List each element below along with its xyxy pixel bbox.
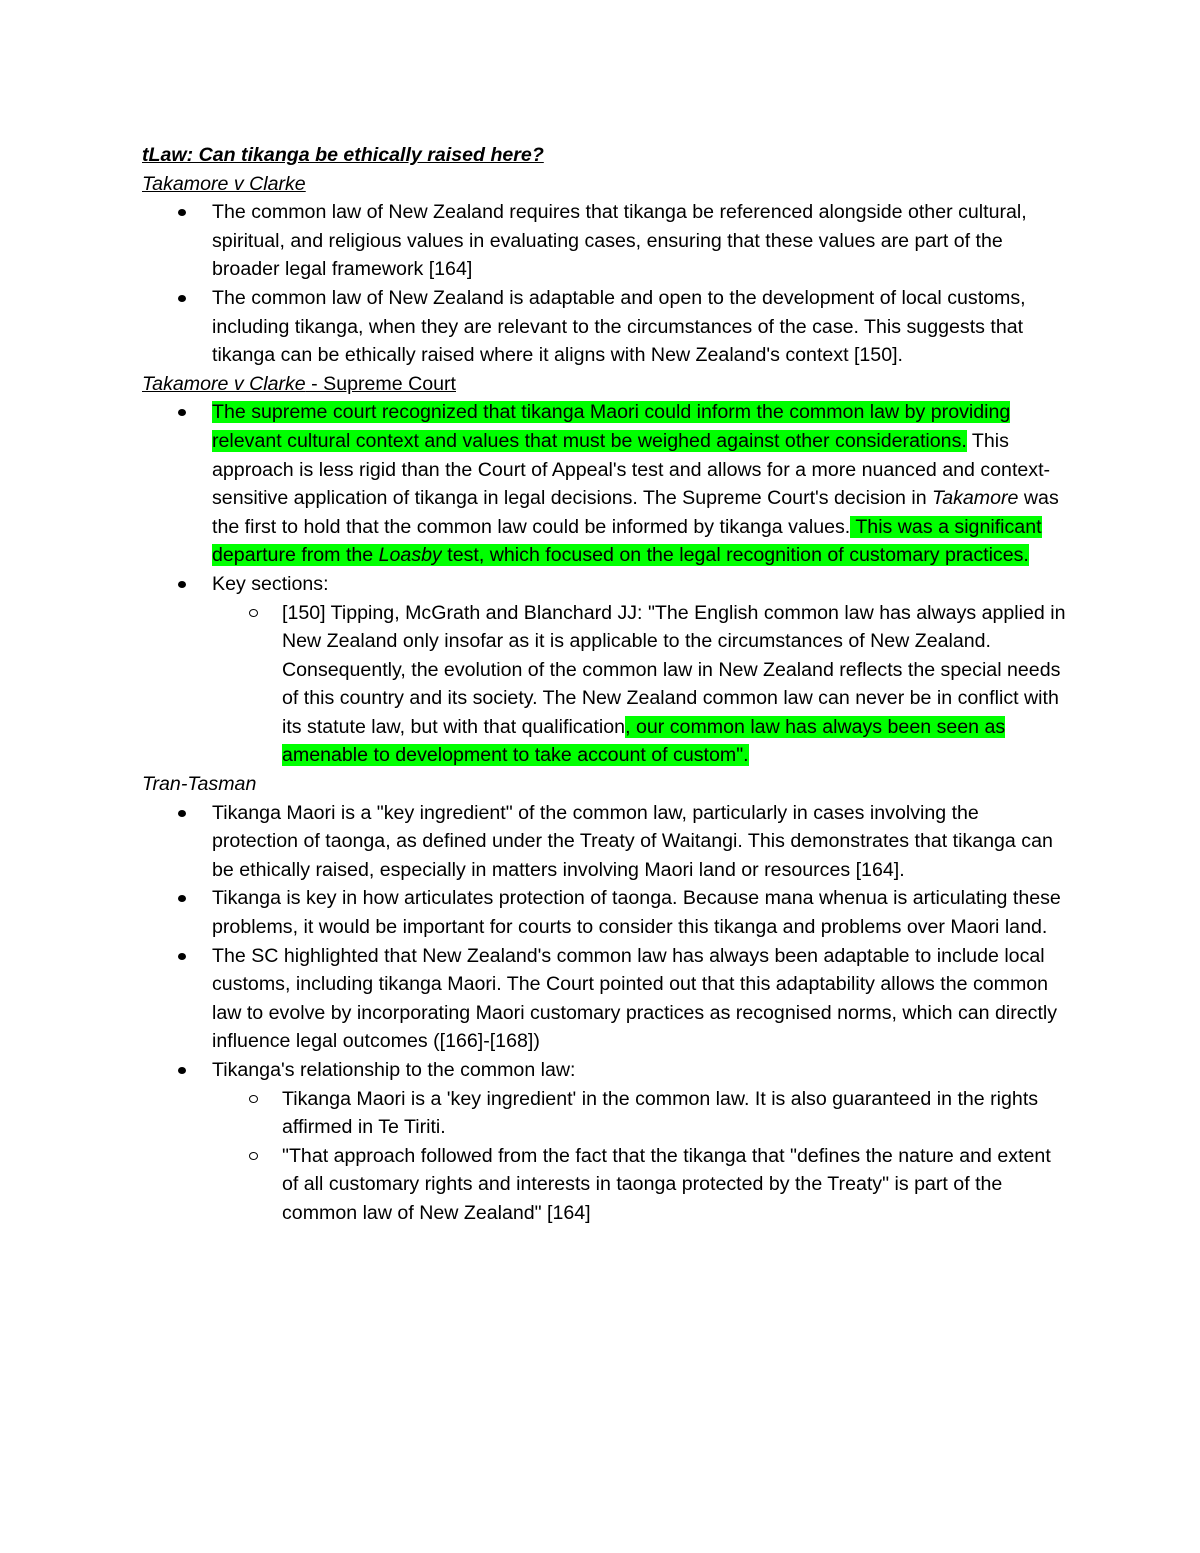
bullet-list (142, 398, 1067, 770)
list-item (142, 398, 1067, 570)
sub-list-item (212, 599, 1067, 771)
document-title: tLaw: Can tikanga be ethically raised here? (142, 144, 544, 166)
document-body (142, 141, 1067, 1228)
list-item: The common law of New Zealand requires that tikanga be referenced alongside other cultural, spiritual, and religious values in evaluating cases, ensuring that these values are part of the broader legal framework [164] (142, 198, 1067, 284)
highlighted-text: This was a significant departure from the (212, 515, 1042, 567)
bullet-list (142, 799, 1067, 1228)
case-name-italic: Takamore (932, 487, 1019, 510)
list-item: Tikanga is key in how articulates protection of taonga. Because mana whenua is articulating these problems, it would be important for courts to consider this tikanga and problems over Maori land. (142, 884, 1067, 941)
bullet-list (142, 198, 1067, 370)
list-item (142, 1056, 1067, 1228)
body-text: Key sections: (212, 572, 329, 595)
body-text: Tikanga's relationship to the common law: (212, 1059, 576, 1081)
section-heading-takamore-sc (142, 370, 1067, 399)
list-item: The common law of New Zealand is adaptable and open to the development of local customs, including tikanga, when they are relevant to the circumstances of the case. This suggests that tikanga can be ethically raised where it aligns with New Zealand's context [150]. (142, 284, 1067, 370)
list-item (142, 570, 1067, 770)
highlighted-case-name: Loasby (378, 544, 442, 567)
heading-court: - Supreme Court (305, 372, 456, 395)
sub-list-item: "That approach followed from the fact that the tikanga that "defines the nature and extent of all customary rights and interests in taonga protected by the Treaty" is part of the common law of New Zealand" [164] (212, 1142, 1067, 1228)
sub-list-item: Tikanga Maori is a 'key ingredient' in the common law. It is also guaranteed in the rights affirmed in Te Tiriti. (212, 1085, 1067, 1142)
body-text: This approach is less rigid than the Court of Appeal's test and allows for a more nuanced and context-sensitive application of tikanga in legal decisions. The Supreme Court's decision in (212, 429, 1051, 510)
highlighted-text: , our common law has always been seen as amenable to development to take account of custom". (282, 715, 1006, 767)
section-heading-tran-tasman: Tran-Tasman (142, 773, 257, 796)
highlighted-text: The supreme court recognized that tikanga Maori could inform the common law by providing relevant cultural context and values that must be weighed against other considerations. (212, 401, 1011, 452)
highlighted-text: test, which focused on the legal recognition of customary practices. (441, 544, 1029, 567)
list-item: The SC highlighted that New Zealand's common law has always been adaptable to include local customs, including tikanga Maori. The Court pointed out that this adaptability allows the common law to evolve by incorporating Maori customary practices as recognised norms, which can directly influence legal outcomes ([166]-[168]) (142, 942, 1067, 1056)
heading-case-name: Takamore v Clarke (142, 372, 306, 395)
sub-bullet-list (212, 1085, 1067, 1228)
list-item: Tikanga Maori is a "key ingredient" of the common law, particularly in cases involving the protection of taonga, as defined under the Treaty of Waitangi. This demonstrates that tikanga can be ethically raised, especially in matters involving Maori land or resources [164]. (142, 799, 1067, 885)
sub-bullet-list (212, 599, 1067, 771)
section-heading-takamore: Takamore v Clarke (142, 172, 306, 195)
quote-text: [150] Tipping, McGrath and Blanchard JJ: "The English common law has always applied in New Zealand only insofar as it is applicable to the circumstances of New Zealand. Consequently, the evolution of the common law in New Zealand reflects the special needs of this country and its society. The New Zealand common law can never be in conflict with its statute law, but with that qualification (282, 601, 1066, 738)
body-text: was the first to hold that the common law could be informed by tikanga values. (212, 487, 1059, 538)
